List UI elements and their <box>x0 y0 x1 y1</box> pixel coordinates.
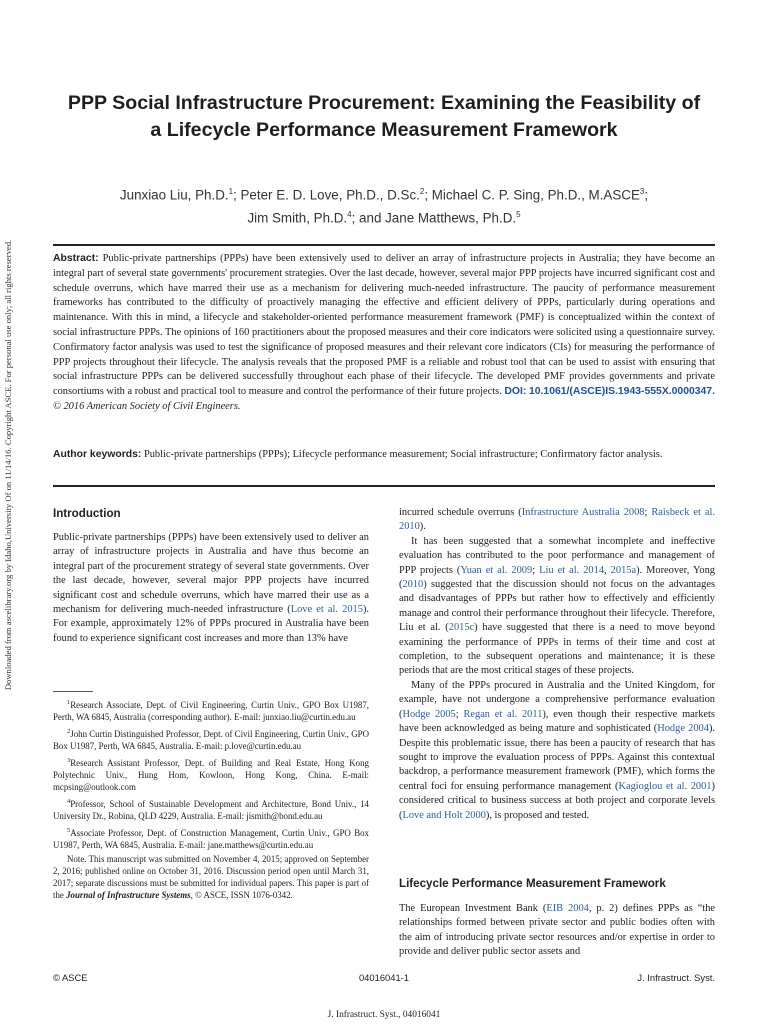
citation-link[interactable]: Yuan et al. 2009 <box>460 564 533 576</box>
citation-link[interactable]: 2015a <box>610 564 637 576</box>
paper-title: PPP Social Infrastructure Procurement: Examining the Feasibility of a Lifecycle Performance Measurement Framework <box>67 92 701 141</box>
citation-link[interactable]: EIB 2004 <box>546 903 589 914</box>
bottom-citation: J. Infrastruct. Syst., 04016041 <box>327 1010 441 1020</box>
abstract-top-rule <box>53 244 715 246</box>
author-keywords: Author keywords: Public-private partnerships (PPPs); Lifecycle performance measurement; Social infrastructure; Confirmatory factor analysis. <box>53 449 663 460</box>
footnote-rule <box>53 691 93 692</box>
citation-link[interactable]: Kagioglou et al. 2001 <box>618 780 712 792</box>
citation-link[interactable]: Liu et al. 2014 <box>539 564 605 576</box>
citation-link[interactable]: Love and Holt 2000 <box>402 809 486 821</box>
footer-copyright: © ASCE <box>53 972 88 983</box>
introduction-heading: Introduction <box>53 507 121 520</box>
citation-link[interactable]: Regan et al. 2011 <box>463 708 543 720</box>
introduction-paragraph: Public-private partnerships (PPPs) have been extensively used to deliver an array of infrastructure projects in Australia and have thus become an integral part of the procurement strategy of several state governments. Over the last decade, however, several major PPP projects have incurred significant cost and schedule overruns, which have marred their use as a mechanism for delivering much-needed infrastructure (Love et al. 2015). For example, approximately 12% of PPPs procured in Australia have been found to experience significant cost increases and more than 13% have <box>53 532 369 644</box>
doi-link[interactable]: 10.1061/(ASCE)IS.1943-555X.0000347. <box>528 386 715 398</box>
footnotes: $^1$Research Associate, Dept. of Civil Engineering, Curtin Univ., GPO Box U1987, Perth, WA 6845, Australia (corresponding author). E-mail: junxiao.liu@curtin.edu.au $^2$John Curtin Distinguished Professor, Dept. of Civil Engineering, Curtin Univ., GPO Box U1987, Perth, WA 6845, Australia. E-mail: p.love@curtin.edu.au $^3$Research Assistant Professor, Dept. of Building and Real Estate, Hong Kong Polytechnic Univ., Hung Hom, Kowloon, Hong Kong, China. E-mail: mcpsing@outlook.com $^4$Professor, School of Sustainable Development and Architecture, Bond Univ., 14 University Dr., Robina, QLD 4229, Australia. E-mail: jismith@bond.edu.au $^5$Associate Professor, Dept. of Construction Management, Curtin Univ., GPO Box U1987, Perth, WA 6845, Australia. E-mail: jane.matthews@curtin.edu.au Note. This manuscript was submitted on November 4, 2015; approved on September 2, 2016; published online on October 31, 2016. Discussion period open until March 31, 2017; separate discussions must be submitted for individual papers. This paper is part of the Journal of Infrastructure Systems, © ASCE, ISSN 1076-0342. <box>53 699 369 900</box>
download-notice: Downloaded from ascelibrary.org by Idaho,University Of on 11/14/16. Copyright ASCE. For personal use only; all rights reserved. <box>3 239 13 691</box>
citation-link[interactable]: Hodge 2004 <box>657 723 709 735</box>
footer-page-id: 04016041-1 <box>358 972 410 983</box>
citation-link[interactable]: 2015c <box>448 622 475 634</box>
keywords-bottom-rule <box>53 485 715 487</box>
right-column-text: incurred schedule overruns (Infrastructure Australia 2008; Raisbeck et al. 2010). It has been suggested that a somewhat incomplete and ineffective evaluation has contributed to the poor performance and management of PPP projects (Yuan et al. 2009; Liu et al. 2014, 2015a). Moreover, Yong (2010) suggested that the discussion should not focus on the advantages and disadvantages of PPPs but rather how to effectively and efficiently manage and control their performance throughout their lifecycle. Therefore, Liu et al. (2015c) have suggested that there is a need to move beyond examining the performance of PPPs in terms of their time and cost at completion, to the subsequent operations and maintenance; it is these periods that are the most critical stages of these projects. Many of the PPPs procured in Australia and the United Kingdom, for example, have not undergone a comprehensive performance evaluation (Hodge 2005; Regan et al. 2011), even though their respective markets have been acknowledged as being mature and sophisticated (Hodge 2004). Despite this problematic issue, there has been a paucity of research that has sought to improve the evaluation process of PPPs. Against this contextual backdrop, a performance measurement framework (PMF), which forms the central foci for ensuing performance management (Kagioglou et al. 2001) considered critical to business success at both project and corporate levels (Love and Holt 2000), is proposed and tested. <box>399 507 716 821</box>
citation-link[interactable]: Love et al. 2015 <box>290 604 363 616</box>
citation-link[interactable]: Infrastructure Australia 2008 <box>521 507 645 518</box>
footer-journal: J. Infrastruct. Syst. <box>637 972 715 983</box>
lifecycle-heading: Lifecycle Performance Measurement Framework <box>399 877 666 890</box>
abstract: Abstract: Public-private partnerships (PPPs) have been extensively used to deliver an array of infrastructure projects in Australia; they have become an integral part of several state governments' procurement strategies. Over the last decade, however, several major PPP projects have incurred significant cost and schedule overruns, which have marred their use as a mechanism for delivering much-needed infrastructure. The paucity of performance measurement frameworks has contributed to the difficulty of proactively managing the effective and efficient delivery of PPPs, particularly during operations and maintenance. With this in mind, a lifecycle and stakeholder-oriented performance measurement framework (PMF) is conceptualized within the context of social infrastructure PPPs. The opinions of 160 practitioners about the proposed measures and their core indicators were solicited using a questionnaire survey. Confirmatory factor analysis was used to test the significance of proposed measures and their relevant core indicators (CIs) for measuring the performance of PPP projects throughout their lifecycle. The analysis reveals that the proposed PMF is a reliable and robust tool that can be used to assist with ensuring that social infrastructure PPPs can be delivered successfully throughout each phase of their lifecycle. The developed PMF provides governments and private consortiums with a robust and practical tool to measure and control the performance of their future projects. DOI: 10.1061/(ASCE)IS.1943-555X.0000347. © 2016 American Society of Civil Engineers. <box>53 253 716 412</box>
lifecycle-paragraph: The European Investment Bank (EIB 2004, p. 2) defines PPPs as “the relationships formed between private sector and public bodies often with the aim of introducing private sector resources and/or expertise in order to provide and deliver public sector assets and <box>399 903 716 958</box>
citation-link[interactable]: 2010 <box>402 579 424 591</box>
citation-link[interactable]: Raisbeck et al. 2010 <box>399 507 715 533</box>
author-list: Junxiao Liu, Ph.D.$^1$; Peter E. D. Love, Ph.D., D.Sc.$^2$; Michael C. P. Sing, Ph.D., M.ASCE$^3$; Jim Smith, Ph.D.$^4$; and Jane Matthews, Ph.D.$^5$ <box>119 187 649 226</box>
citation-link[interactable]: Hodge 2005 <box>402 708 456 720</box>
